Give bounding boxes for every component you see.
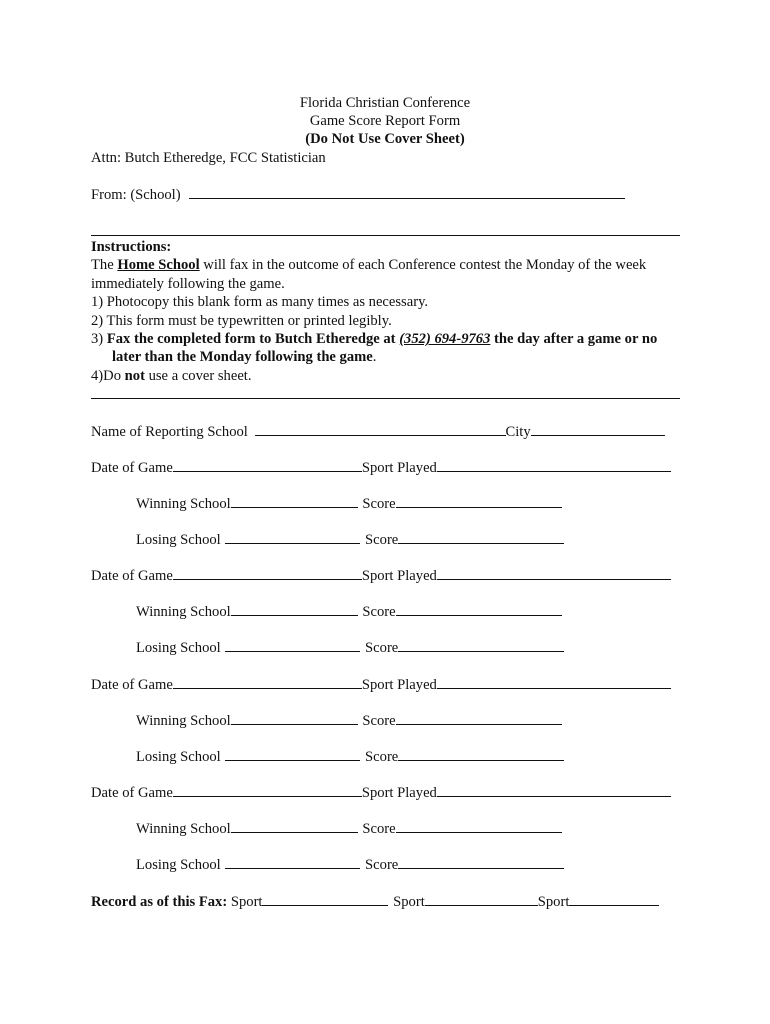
conference-title: Florida Christian Conference [299, 95, 471, 111]
date-sport-row: Date of Game Sport Played [91, 566, 671, 585]
date-of-game-field[interactable] [173, 458, 362, 472]
fax-number: (352) 694-9763 [399, 331, 491, 348]
reporting-school-field[interactable] [255, 422, 506, 436]
losing-score-field[interactable] [398, 855, 564, 869]
record-sport-field-3[interactable] [569, 892, 659, 906]
losing-score-field[interactable] [398, 530, 564, 544]
from-school-row [91, 185, 625, 204]
losing-row: Losing School Score [136, 530, 564, 549]
losing-school-field[interactable] [225, 855, 360, 869]
instruction-item-3-cont: later than the Monday following the game. [112, 349, 377, 366]
attn-line: Attn: Butch Etheredge, FCC Statistician [91, 150, 326, 166]
sport-played-field[interactable] [437, 458, 671, 472]
winning-school-field[interactable] [231, 819, 358, 833]
from-school-label: From: (School) [91, 187, 181, 203]
winning-row: Winning School Score [136, 711, 562, 730]
sport-played-field[interactable] [437, 675, 671, 689]
instruction-item-3: 3) Fax the completed form to Butch Etheredge at (352) 694-9763 the day after a game or no [91, 331, 658, 348]
losing-score-field[interactable] [398, 747, 564, 761]
losing-row: Losing School Score [136, 855, 564, 874]
winning-score-field[interactable] [396, 602, 562, 616]
losing-school-field[interactable] [225, 747, 360, 761]
divider-top [91, 235, 680, 236]
cover-sheet-note: (Do Not Use Cover Sheet) [305, 131, 465, 147]
winning-school-field[interactable] [231, 711, 358, 725]
winning-score-field[interactable] [396, 819, 562, 833]
divider-bottom [91, 398, 680, 399]
date-of-game-field[interactable] [173, 566, 362, 580]
instruction-item-4: 4)Do not use a cover sheet. [91, 367, 252, 384]
winning-school-field[interactable] [231, 602, 358, 616]
instructions-intro: The Home School will fax in the outcome of each Conference contest the Monday of the week [91, 257, 647, 274]
winning-row: Winning School Score [136, 602, 562, 621]
date-of-game-field[interactable] [173, 783, 362, 797]
losing-school-field[interactable] [225, 530, 360, 544]
winning-row: Winning School Score [136, 819, 562, 838]
record-sport-field-1[interactable] [262, 892, 388, 906]
losing-score-field[interactable] [398, 638, 564, 652]
record-sport-field-2[interactable] [425, 892, 538, 906]
reporting-school-row: Name of Reporting School City [91, 422, 665, 441]
winning-school-field[interactable] [231, 494, 358, 508]
home-school-emphasis: Home School [117, 257, 200, 274]
sport-played-field[interactable] [437, 783, 671, 797]
city-field[interactable] [531, 422, 665, 436]
form-title: Game Score Report Form [309, 113, 461, 129]
date-sport-row: Date of Game Sport Played [91, 458, 671, 477]
instructions-block [91, 238, 683, 385]
record-label: Record as of this Fax: [91, 894, 228, 910]
instruction-item-2: 2) This form must be typewritten or printed legibly. [91, 312, 392, 329]
instructions-title: Instructions: [91, 239, 172, 255]
sport-played-field[interactable] [437, 566, 671, 580]
from-school-field[interactable] [189, 185, 625, 199]
record-row: Record as of this Fax: Sport Sport Sport [91, 892, 659, 911]
date-sport-row: Date of Game Sport Played [91, 675, 671, 694]
date-sport-row: Date of Game Sport Played [91, 783, 671, 802]
losing-row: Losing School Score [136, 747, 564, 766]
winning-score-field[interactable] [396, 711, 562, 725]
winning-score-field[interactable] [396, 494, 562, 508]
instructions-intro-cont: immediately following the game. [91, 275, 285, 292]
instruction-item-1: 1) Photocopy this blank form as many times as necessary. [91, 294, 429, 311]
losing-school-field[interactable] [225, 638, 360, 652]
date-of-game-field[interactable] [173, 675, 362, 689]
winning-row: Winning School Score [136, 494, 562, 513]
losing-row: Losing School Score [136, 638, 564, 657]
